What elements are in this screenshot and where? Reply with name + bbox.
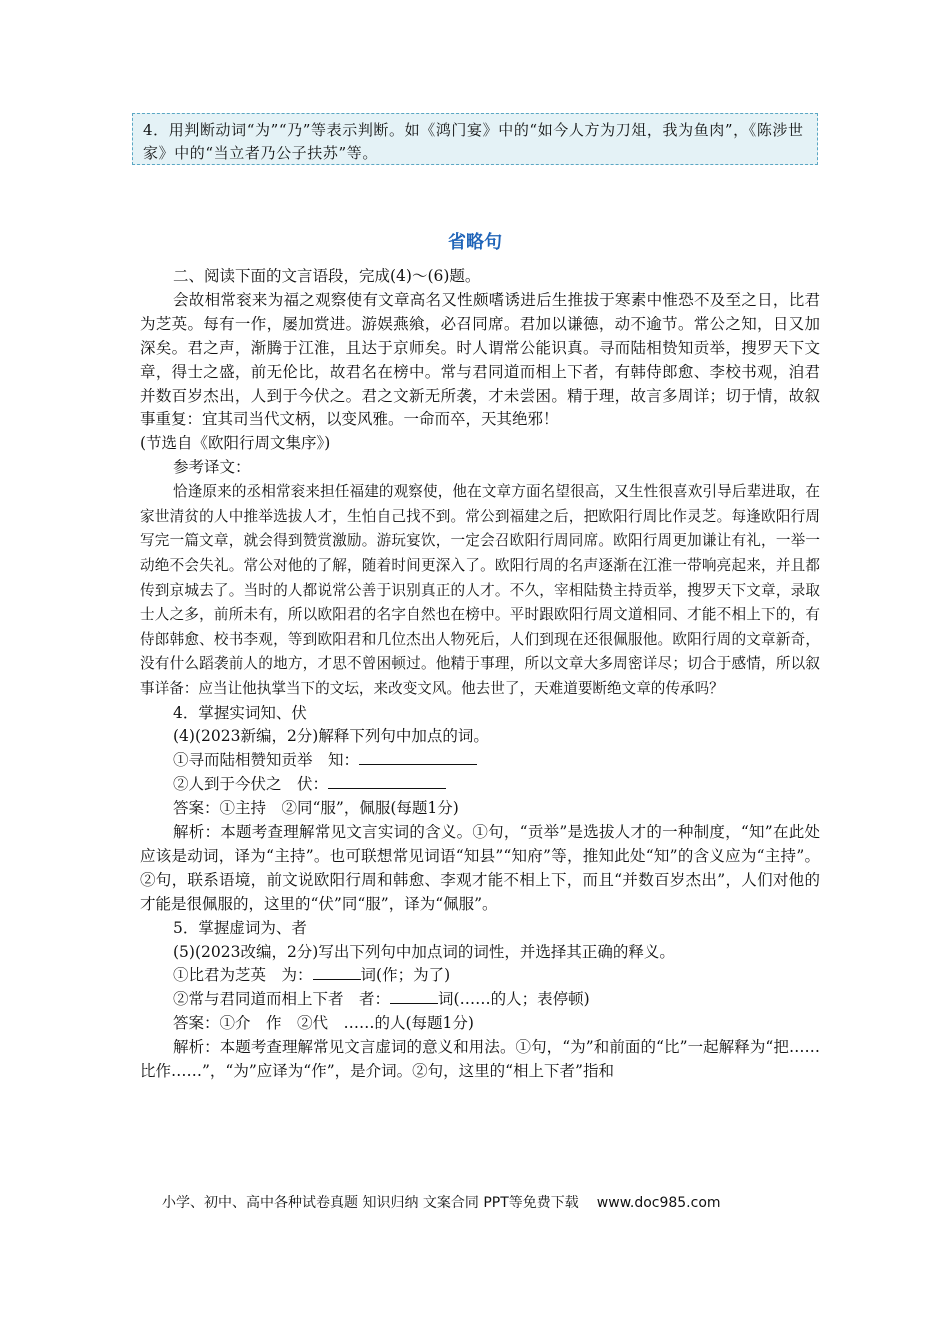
passage-intro: 二、阅读下面的文言语段，完成(4)～(6)题。 (173, 267, 481, 285)
q5-answer: 答案：①介 作 ②代 ……的人(每题1分) (173, 1014, 474, 1033)
page-footer (162, 1192, 812, 1212)
footer-url[interactable]: www.doc985.com (596, 1195, 721, 1211)
q5-item-2 (140, 988, 820, 1012)
answer-blank[interactable] (359, 749, 477, 765)
passage-text: 会故相常衮来为福之观察使有文章高名又性颇嗜诱进后生推拔于寒素中惟恐不及至之日，比君为芝英。每有一作，屡加赏进。游娱燕飨，必召同席。君加以谦德，动不逾节。常公之知，日又加深矣。君之声，渐腾于江淮，且达于京师矣。时人谓常公能识真。寻而陆相贽知贡举，搜罗天下文章，得士之盛，前无伦比，故君名在榜中。常与君同道而相上下者，有韩侍郎愈、李校书观，洎君并数百岁杰出，人到于今伏之。君之文新无所袭，才未尝困。精于理，故言多周详；切于情，故叙事重复：宜其司当代文柄，以变风雅。一命而卒，天其绝邪！ (140, 290, 820, 429)
translation-label: 参考译文： (173, 458, 251, 477)
q4-stem: (4)(2023新编，2分)解释下列句中加点的词。 (173, 727, 489, 746)
q4-item-1 (140, 749, 820, 773)
q4-heading: 4．掌握实词知、伏 (173, 703, 307, 722)
passage-source: (节选自《欧阳行周文集序》) (140, 434, 331, 453)
main-content (140, 265, 820, 1084)
answer-blank[interactable] (390, 988, 438, 1004)
q5-item-1 (140, 964, 820, 988)
translation-text: 恰逢原来的丞相常衮来担任福建的观察使，他在文章方面名望很高，又生性很喜欢引导后辈进取，在家世清贫的人中推举选拔人才，生怕自己找不到。常公到福建之后，把欧阳行周比作灵芝。每逢欧阳行周写完一篇文章，就会得到赞赏激励。游玩宴饮，一定会召欧阳行周同席。欧阳行周更加谦让有礼，一举一动绝不会失礼。常公对他的了解，随着时间更深入了。欧阳行周的名声逐渐在江淮一带响亮起来，并且都传到京城去了。当时的人都说常公善于识别真正的人才。不久，宰相陆贽主持贡举，搜罗天下文章，录取士人之多，前所未有，所以欧阳君的名字自然也在榜中。平时跟欧阳行周文道相同、才能不相上下的，有侍郎韩愈、校书李观，等到欧阳君和几位杰出人物死后，人们到现在还很佩服他。欧阳行周的文章新奇，没有什么蹈袭前人的地方，才思不曾困顿过。他精于事理，所以文章大多周密详尽；切合于感情，所以叙事详备：应当让他执掌当下的文坛，来改变文风。他去世了，天难道要断绝文章的传承吗？ (140, 483, 820, 697)
q5-item-1-post: 词(作；为了) (360, 966, 451, 985)
tip-box (132, 113, 818, 165)
answer-blank[interactable] (313, 964, 361, 980)
q5-heading: 5．掌握虚词为、者 (173, 918, 307, 937)
q4-item-1-text: ①寻而陆相赞知贡举 知： (173, 751, 360, 770)
footer-text: 小学、初中、高中各种试卷真题 知识归纳 文案合同 PPT等免费下载 (162, 1195, 579, 1211)
q5-item-1-pre: ①比君为芝英 为： (173, 966, 313, 985)
tip-text: 4．用判断动词“为”“乃”等表示判断。如《鸿门宴》中的“如今人方为刀俎，我为鱼肉”，《陈涉世家》中的“当立者乃公子扶苏”等。 (143, 121, 804, 162)
q5-stem: (5)(2023改编，2分)写出下列句中加点词的词性，并选择其正确的释义。 (173, 942, 675, 961)
q5-item-2-post: 词(……的人；表停顿) (438, 990, 590, 1009)
q4-item-2-text: ②人到于今伏之 伏： (173, 775, 329, 794)
q5-analysis: 解析：本题考查理解常见文言虚词的意义和用法。①句，“为”和前面的“比”一起解释为“把……比作……”，“为”应译为“作”，是介词。②句，这里的“相上下者”指和 (140, 1038, 820, 1081)
q4-item-2 (140, 773, 820, 797)
q4-answer: 答案：①主持 ②同“服”，佩服(每题1分) (173, 799, 459, 818)
q5-item-2-pre: ②常与君同道而相上下者 者： (173, 990, 391, 1009)
q4-analysis: 解析：本题考查理解常见文言实词的含义。①句，“贡举”是选拔人才的一种制度，“知”在此处应该是动词，译为“主持”。也可联想常见词语“知县”“知府”等，推知此处“知”的含义应为“主持”。②句，联系语境，前文说欧阳行周和韩愈、李观才能不相上下，而且“并数百岁杰出”，人们对他的才能是很佩服的，这里的“伏”同“服”，译为“佩服”。 (140, 823, 820, 913)
answer-blank[interactable] (328, 773, 446, 789)
section-title: 省略句 (448, 232, 502, 253)
